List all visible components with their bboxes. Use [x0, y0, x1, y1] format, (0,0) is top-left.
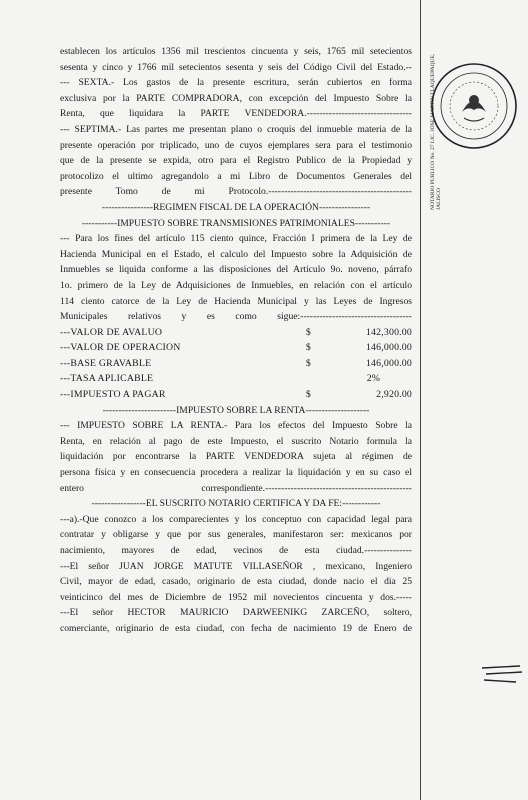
- row-currency: [306, 371, 335, 387]
- row-label: ---VALOR DE OPERACION: [60, 342, 181, 354]
- section-heading: -----------------EL SUSCRITO NOTARIO CERTIFICA Y DA FE:------------: [91, 498, 381, 510]
- text-line: Inmuebles se liquida conforme a las disposiciones del Artículo 9o. noveno, párrafo: [60, 264, 412, 276]
- text-line: ---El señor HECTOR MAURICIO DARWEENIKG ZARCEÑO, soltero,: [60, 607, 412, 619]
- table-row: [60, 371, 412, 387]
- row-currency: $: [305, 389, 312, 401]
- text-line: protocolizo el ultimo agregandolo a mi Libro de Documentos Generales del: [60, 170, 412, 182]
- text-line: Hacienda Municipal en el Estado, el calculo del Impuesto sobre la Adquisición de: [60, 248, 412, 260]
- text-line: ---a).-Que conozco a los comparecientes y los conceptuo con capacidad legal para: [60, 513, 412, 525]
- row-currency: $: [305, 326, 312, 338]
- text-line: presente Tomo de mi Protocolo.---------------------------------------------: [60, 186, 412, 198]
- table-row: [60, 340, 412, 356]
- row-label: ---BASE GRAVABLE: [60, 357, 152, 369]
- tax-table: [60, 325, 412, 403]
- row-amount: 142,300.00: [365, 326, 413, 338]
- row-amount: 146,000.00: [365, 342, 413, 354]
- text-line: contratar y obligarse y que por sus generales, manifestaron ser: mexicanos por: [60, 529, 412, 541]
- seal-caption: NOTARIO PUBLICO No. 27 LIC. JOSE MARTIN TLAQUEPAQUE, JALISCO: [430, 53, 442, 210]
- text-line: Municipales relativos y es como sigue:-----------------------------------: [60, 311, 412, 323]
- notary-seal-icon: [428, 60, 520, 152]
- text-line: Civil, mayor de edad, casado, originario de esta ciudad, donde nacio el dia 25: [60, 576, 412, 588]
- row-amount: 2,920.00: [376, 389, 413, 401]
- row-label: ---TASA APLICABLE: [60, 373, 154, 385]
- text-line: Renta, en relación al pago de este Impuesto, el suscrito Notario formula la: [60, 435, 412, 447]
- margin-pen-mark-icon: [480, 660, 524, 690]
- text-line: establecen los artículos 1356 mil trescientos cincuenta y seis, 1765 mil setecientos: [60, 46, 412, 57]
- text-line: que de la presente se expida, otro para el Registro Publico de la Propiedad y: [60, 155, 412, 167]
- text-line: persona física y en consecuencia procedera a realizar la liquidación y en su caso el: [60, 467, 412, 479]
- text-line: --- SEXTA.- Los gastos de la presente escritura, serán cubiertos en forma: [60, 77, 412, 89]
- margin-rule: [420, 0, 421, 800]
- text-line: sesenta y cinco y 1766 mil setecientos sesenta y seis del Código Civil del Estado.--: [60, 61, 412, 73]
- row-amount: 2%: [366, 373, 381, 385]
- text-line: --- Para los fines del artículo 115 ciento quince, Fracción I primera de la Ley de: [60, 233, 412, 245]
- table-row: [60, 356, 412, 372]
- row-label: ---VALOR DE AVALUO: [60, 326, 163, 338]
- text-line: --- IMPUESTO SOBRE LA RENTA.- Para los efectos del Impuesto Sobre la: [60, 420, 412, 432]
- text-line: nacimiento, mayores de edad, vecinos de esta ciudad.---------------: [60, 545, 412, 556]
- text-line: presente operación por triplicado, uno de cuyos ejemplares sera para el testimonio: [60, 139, 412, 151]
- text-line: entero correspondiente.----------------------------------------------: [60, 482, 412, 494]
- text-line: --- SEPTIMA.- Las partes me presentan plano o croquis del inmueble materia de la: [60, 123, 412, 135]
- row-amount: 146,000.00: [365, 357, 413, 369]
- table-row: [60, 325, 412, 341]
- text-line: liquidación por encontrarse la PARTE VENDEDORA sujeta al régimen de: [60, 451, 412, 463]
- document-body: [60, 44, 412, 637]
- row-currency: $: [305, 357, 312, 369]
- table-row: [60, 387, 412, 403]
- row-currency: $: [305, 342, 312, 354]
- section-heading: -----------------------IMPUESTO SOBRE LA RENTA--------------------: [102, 404, 370, 416]
- text-line: veinticinco del mes de Diciembre de 1952 mil novecientos cincuenta y dos.-----: [60, 591, 412, 603]
- section-heading: ----------------REGIMEN FISCAL DE LA OPERACIÓN----------------: [101, 201, 371, 213]
- text-line: 114 ciento catorce de la Ley de Hacienda Municipal y las Leyes de Ingresos: [60, 295, 412, 307]
- text-line: Renta, que liquidara la PARTE VENDEDORA.---------------------------------: [60, 108, 412, 120]
- text-line: ---El señor JUAN JORGE MATUTE VILLASEÑOR , mexicano, Ingeniero: [60, 560, 412, 572]
- section-heading: -----------IMPUESTO SOBRE TRANSMISIONES PATRIMONIALES-----------: [81, 217, 391, 229]
- text-line: 1o. primero de la Ley de Adquisiciones de Inmuebles, en relación con el artículo: [60, 279, 412, 291]
- text-line: comerciante, originario de esta ciudad, con fecha de nacimiento 19 de Enero de: [60, 622, 412, 634]
- text-line: exclusiva por la PARTE COMPRADORA, con excepción del Impuesto Sobre la: [60, 92, 412, 104]
- row-label: ---IMPUESTO A PAGAR: [60, 389, 166, 401]
